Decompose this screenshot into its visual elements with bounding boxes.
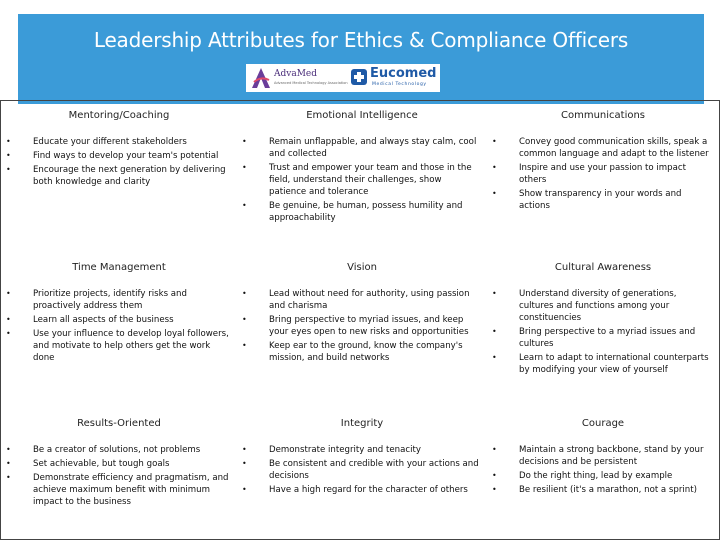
bullet-icon: • [492,485,497,494]
bullet-icon: • [492,189,497,198]
bullet-icon: • [242,289,247,298]
list-item: • Understand diversity of generations, cultures and functions among your constituencies [492,289,677,323]
bullet-icon: • [6,459,11,468]
list-item: • Be consistent and credible with your actions and decisions [242,459,479,481]
list-item: • Have a high regard for the character of others [242,485,468,495]
bullet-icon: • [492,163,497,172]
attribute-cell-integrity [237,409,487,539]
list-item: • Use your influence to develop loyal followers, and motivate to help others get the work done [6,329,229,363]
bullet-icon: • [242,201,247,210]
attribute-cell-cultural-awareness [487,253,719,409]
attribute-cell-courage [487,409,719,539]
attribute-cell-vision [237,253,487,409]
attribute-list [487,136,719,212]
attribute-list [237,136,487,224]
attribute-cell-mentoring [1,101,237,253]
list-item: • Learn all aspects of the business [6,315,174,325]
attribute-cell-communications [487,101,719,253]
bullet-icon: • [6,315,11,324]
list-item: • Be a creator of solutions, not problems [6,445,201,455]
attribute-cell-emotional-intelligence [237,101,487,253]
bullet-icon: • [6,289,11,298]
bullet-icon: • [492,289,497,298]
bullet-icon: • [492,137,497,146]
attribute-cell-results-oriented [1,409,237,539]
bullet-icon: • [242,445,247,454]
bullet-icon: • [6,165,11,174]
list-item: • Be genuine, be human, possess humility and approachability [242,201,463,223]
list-item: • Educate your different stakeholders [6,137,187,147]
page-title: Leadership Attributes for Ethics & Compliance Officers [93,28,629,52]
list-item: • Do the right thing, lead by example [492,471,673,481]
bullet-icon: • [492,471,497,480]
advamed-logo: AdvaMed Advanced Medical Technology Association [250,64,338,92]
attribute-title: Communications [560,110,646,121]
list-item: • Inspire and use your passion to impact others [492,163,686,185]
attribute-list [487,288,719,376]
attribute-list [237,288,487,364]
bullet-icon: • [242,459,247,468]
attribute-title: Time Management [72,262,166,273]
list-item: • Bring perspective to a myriad issues and cultures [492,327,696,349]
attribute-list [1,136,237,188]
list-item: • Encourage the next generation by delivering both knowledge and clarity [6,165,226,187]
attribute-cell-time-management [1,253,237,409]
attribute-list [237,444,487,496]
list-item: • Remain unflappable, and always stay calm, cool and collected [242,137,477,159]
attribute-title: Vision [347,262,377,273]
bullet-icon: • [6,151,11,160]
bullet-icon: • [242,163,247,172]
list-item: • Lead without need for authority, using passion and charisma [242,289,470,311]
bullet-icon: • [492,445,497,454]
list-item: • Trust and empower your team and those in the field, understand their challenges, show patience and tolerance [242,163,472,197]
list-item: • Keep ear to the ground, know the company's mission, and build networks [242,341,463,363]
attribute-title: Cultural Awareness [554,262,652,273]
bullet-icon: • [242,485,247,494]
bullet-icon: • [6,445,11,454]
advamed-a-icon [250,66,272,90]
attributes-grid [0,100,720,540]
attribute-list [487,444,719,496]
list-item: • Find ways to develop your team's potential [6,151,219,161]
list-item: • Bring perspective to myriad issues, and keep your eyes open to new risks and opportunities [242,315,469,337]
attribute-title: Courage [581,418,625,429]
attribute-title: Mentoring/Coaching [68,110,170,121]
attribute-list [1,444,237,508]
list-item: • Set achievable, but tough goals [6,459,170,469]
attribute-title: Integrity [340,418,384,429]
list-item: • Learn to adapt to international counterparts by modifying your view of yourself [492,353,709,375]
list-item: • Prioritize projects, identify risks and proactively address them [6,289,187,311]
attribute-title: Emotional Intelligence [306,110,418,121]
eucomed-cross-icon [350,67,368,87]
bullet-icon: • [6,473,11,482]
bullet-icon: • [242,341,247,350]
eucomed-logo: Eucomed Medical Technology [350,64,440,92]
bullet-icon: • [6,137,11,146]
list-item: • Convey good communication skills, speak a common language and adapt to the listener [492,137,709,159]
bullet-icon: • [242,137,247,146]
logo-strip [246,64,440,92]
list-item: • Demonstrate efficiency and pragmatism, and achieve maximum benefit with minimum impact to the business [6,473,229,507]
list-item: • Maintain a strong backbone, stand by your decisions and be persistent [492,445,704,467]
attribute-title: Results-Oriented [77,418,161,429]
list-item: • Be resilient (it's a marathon, not a sprint) [492,485,697,495]
bullet-icon: • [492,353,497,362]
list-item: • Show transparency in your words and actions [492,189,682,211]
attribute-list [1,288,237,364]
bullet-icon: • [492,327,497,336]
list-item: • Demonstrate integrity and tenacity [242,445,421,455]
bullet-icon: • [6,329,11,338]
bullet-icon: • [242,315,247,324]
